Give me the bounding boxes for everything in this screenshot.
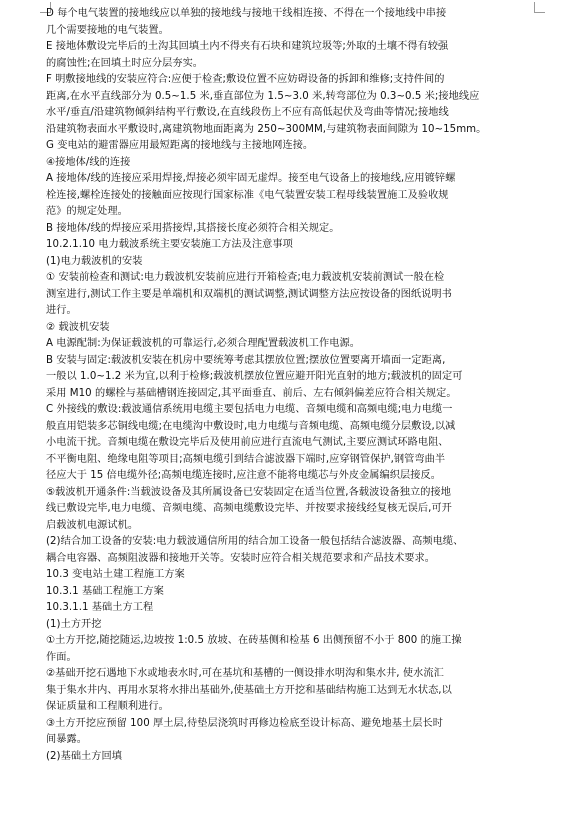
text-line: 一般以 1.0~1.2 米为宜,以利于检修;载波机摆放位置应避开阳光直射的地方;载波机的固定可 (46, 371, 463, 382)
text-line: 保证质量和工程顺利进行。 (46, 701, 169, 712)
text-line: 间暴露。 (46, 734, 87, 745)
text-line: E 接地体敷设完毕后的土沟其回填土内不得夹有石块和建筑垃圾等;外取的土壤不得有较强 (46, 41, 449, 52)
text-line: ③土方开挖应预留 100 厚土层,待垫层浇筑时再修边检底至设计标高、避免地基土层长时 (46, 717, 443, 729)
text-line: B 接地体/线的焊接应采用搭接焊,其搭接长度必须符合相关规定。 (46, 222, 340, 234)
text-line: (2)结合加工设备的安装:电力载波通信所用的结合加工设备一般包括结合滤波器、高频电缆、 (46, 536, 464, 547)
document-body (46, 6, 542, 765)
section-heading: 10.3.1 基础工程施工方案 (46, 585, 164, 597)
text-line: 的腐蚀性;在回填土时应分层夯实。 (46, 57, 204, 69)
section-heading: 10.3 变电站土建工程施工方案 (46, 569, 185, 580)
section-heading: 10.3.1.1 基础土方工程 (46, 602, 154, 613)
text-line: ①土方开挖,随挖随运,边坡按 1:0.5 放坡、在砖基侧和检基 6 出侧预留不小于 800 的施工操 (46, 635, 462, 646)
text-line: 耦合电容器、高频阻波器和接地开关等。安装时应符合相关规范要求和产品技术要求。 (46, 552, 436, 564)
text-line: G 变电站的避雷器应用最短距离的接地线与主接地网连接。 (46, 140, 314, 151)
text-line: 距离,在水平直线部分为 0.5~1.5 米,垂直部位为 1.5~3.0 米,转弯部位为 0.3~0.5 米;接地线应 (46, 90, 480, 102)
subsection-heading: ② 载波机安装 (46, 321, 110, 333)
text-line: 几个需要接地的电气装置。 (46, 24, 169, 36)
text-line: 径应大于 15 倍电缆外径;高频电缆连接时,应注意不能将电缆芯与外皮金属编织层接反。 (46, 470, 441, 481)
text-line: ⑤载波机开通条件:当载波设备及其所属设备已安装固定在适当位置,各载波设备独立的接地 (46, 486, 451, 498)
text-line: D 每个电气装置的接地线应以单独的接地线与接地干线相连接、不得在一个接地线中串接 (46, 8, 447, 19)
text-line: 范》的规定处理。 (46, 206, 128, 217)
text-line: A 接地体/线的连接应采用焊接,焊接必须牢固无虚焊。接至电气设备上的接地线,应用镀锌螺 (46, 173, 456, 184)
text-line: ②基础开挖石遇地下水或地表水时,可在基坑和基槽的一侧设排水明沟和集水井, 使水流汇 (46, 668, 444, 679)
subsection-heading: (1)电力载波机的安装 (46, 255, 143, 267)
section-heading: 10.2.1.10 电力载波系统主要安装施工方法及注意事项 (46, 239, 293, 250)
subsection-heading: (2)基础土方回填 (46, 750, 123, 762)
subsection-heading: ④接地体/线的连接 (46, 156, 131, 168)
text-line: 线已敷设完毕,电力电缆、音频电缆、高频电缆敷设完毕、并按要求接线经复核无误后,可开 (46, 503, 452, 514)
text-line: 集于集水井内、再用水泵将水排出基础外,使基础土方开挖和基础结构施工达到无水状态,以 (46, 684, 452, 696)
subsection-heading: (1)土方开挖 (46, 618, 102, 630)
text-line: 沿建筑物表面水平敷设时,离建筑物地面距离为 250~300MM,与建筑物表面间隙为 10~15mm。 (46, 123, 487, 135)
text-line: B 安装与固定:载波机安装在机房中要统筹考虑其摆放位置;摆放位置要离开墙面一定距离, (46, 354, 446, 366)
text-line: ① 安装前检查和测试:电力载波机安装前应进行开箱检查;电力载波机安装前测试一般在检 (46, 272, 445, 283)
text-line: 作面。 (46, 651, 77, 663)
text-line: 水平/垂直/沿建筑物倾斜结构平行敷设,在直线段伤上不应有高低起伏及弯曲等情况;接地线 (46, 107, 449, 118)
text-line: 启载波机电源试机。 (46, 519, 139, 531)
text-line: F 明敷接地线的安装应符合:应便于检查;敷设位置不应妨碍设备的拆卸和维修;支持件间的 (46, 74, 445, 85)
text-line: 般直用铠装多芯铜线电缆;在电缆沟中敷设时,电力电缆与音频电缆、高频电缆分层敷设,以减 (46, 420, 456, 432)
text-line: 小电流干扰。音频电缆在敷设完毕后及使用前应进行直流电气测试,主要应测试环路电阻、 (46, 437, 449, 448)
text-line: 进行。 (46, 305, 77, 316)
text-line: 不平衡电阻、绝缘电阻等项目;高频电缆引到结合滤波器下端时,应穿钢管保护,钢管弯曲半 (46, 453, 446, 465)
text-line: C 外接线的敷设:载波通信系统用电缆主要包括电力电缆、音频电缆和高频电缆;电力电缆一 (46, 404, 453, 415)
text-line: 采用 M10 的螺栓与基础槽钢连接固定,其平面垂直、前后、左右倾斜偏差应符合相关规定。 (46, 387, 457, 399)
text-line: A 电源配制:为保证载波机的可靠运行,必须合理配置载波机工作电源。 (46, 338, 360, 349)
text-line: 栓连接,螺栓连接处的接触面应按现行国家标准《电气装置安装工程母线装置施工及验收规 (46, 189, 449, 201)
text-line: 测室进行,测试工作主要是单端机和双端机的测试调整,测试调整方法应按设备的图纸说明书 (46, 288, 452, 300)
